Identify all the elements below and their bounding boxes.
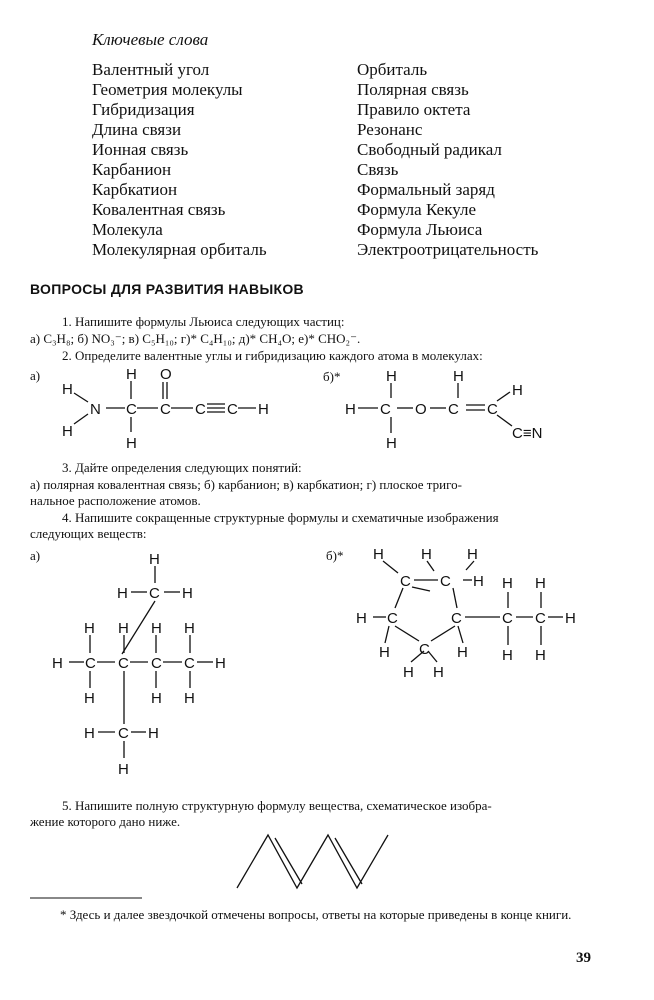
atom: N (90, 401, 101, 418)
atom: H (386, 435, 397, 452)
atom: H (118, 620, 129, 637)
question-2-text: 2. Определите валентные углы и гибридизацию каждого атома в молекулах: (62, 348, 483, 363)
atom: H (151, 690, 162, 707)
atom: C (419, 641, 430, 658)
atom: H (356, 610, 367, 627)
atom: H (84, 690, 95, 707)
atom: H (403, 664, 414, 681)
atom: H (149, 551, 160, 568)
keyword-item: Свободный радикал (357, 140, 502, 159)
question-1-text: 1. Напишите формулы Льюиса следующих частиц: (62, 314, 345, 329)
atom: H (473, 573, 484, 590)
keyword-item: Карбкатион (92, 180, 178, 199)
keyword-item: Длина связи (92, 120, 182, 139)
keyword-item: Гибридизация (92, 100, 195, 119)
atom: C (451, 610, 462, 627)
question-1-options: а) C₃H₈; б) NO₃⁻; в) C₅H₁₀; г)* C₄H₁₀; д)* CH₄O; е)* CHO₂⁻. (30, 331, 361, 346)
atom: H (373, 546, 384, 563)
atom: H (126, 435, 137, 452)
atom: H (151, 620, 162, 637)
atom: H (386, 368, 397, 385)
keywords-title: Ключевые слова (92, 30, 209, 49)
atom: H (467, 546, 478, 563)
atom: H (184, 620, 195, 637)
keyword-item: Молекула (92, 220, 163, 239)
question-4-line1: 4. Напишите сокращенные структурные формулы и схематичные изображения (62, 510, 499, 525)
question-4-label-b: б)* (326, 548, 344, 563)
atom: H (512, 382, 523, 399)
atom: C (160, 401, 171, 418)
atom: H (535, 647, 546, 664)
atom: C (118, 655, 129, 672)
atom: O (160, 366, 172, 383)
keyword-item: Орбиталь (357, 60, 428, 79)
keyword-item: Формула Кекуле (357, 200, 476, 219)
keyword-item: Правило октета (357, 100, 471, 119)
atom: H (565, 610, 576, 627)
atom: O (415, 401, 427, 418)
atom: C (195, 401, 206, 418)
atom: H (453, 368, 464, 385)
atom: H (345, 401, 356, 418)
atom: C (535, 610, 546, 627)
question-5-line1: 5. Напишите полную структурную формулу вещества, схематическое изобра- (62, 798, 492, 813)
atom: C (85, 655, 96, 672)
atom: H (502, 575, 513, 592)
atom: C≡N (512, 425, 543, 442)
page-number: 39 (576, 950, 591, 966)
atom: C (400, 573, 411, 590)
atom: C (149, 585, 160, 602)
atom: H (379, 644, 390, 661)
question-3-line1: а) полярная ковалентная связь; б) карбанион; в) карбкатион; г) плоское триго- (30, 477, 462, 492)
atom: C (387, 610, 398, 627)
atom: C (502, 610, 513, 627)
atom: H (182, 585, 193, 602)
keyword-item: Формула Льюиса (357, 220, 483, 239)
keyword-item: Геометрия молекулы (92, 80, 243, 99)
keyword-item: Резонанс (357, 120, 423, 139)
atom: H (52, 655, 63, 672)
atom: C (126, 401, 137, 418)
question-3-line2: нальное расположение атомов. (30, 493, 201, 508)
atom: C (380, 401, 391, 418)
question-5-line2: жение которого дано ниже. (30, 814, 181, 829)
atom: H (148, 725, 159, 742)
atom: H (433, 664, 444, 681)
atom: H (502, 647, 513, 664)
atom: C (184, 655, 195, 672)
atom: H (258, 401, 269, 418)
keyword-item: Полярная связь (357, 80, 469, 99)
atom: C (448, 401, 459, 418)
keyword-item: Карбанион (92, 160, 172, 179)
atom: H (421, 546, 432, 563)
atom: H (184, 690, 195, 707)
atom: H (117, 585, 128, 602)
atom: C (487, 401, 498, 418)
atom: H (62, 381, 73, 398)
keyword-item: Ионная связь (92, 140, 189, 159)
atom: H (215, 655, 226, 672)
atom: C (151, 655, 162, 672)
keyword-item: Электроотрицательность (357, 240, 539, 259)
atom: H (457, 644, 468, 661)
question-2-label-b: б)* (323, 369, 341, 384)
atom: H (118, 761, 129, 778)
atom: C (118, 725, 129, 742)
atom: H (535, 575, 546, 592)
footnote: * Здесь и далее звездочкой отмечены вопросы, ответы на которые приведены в конце книги. (60, 907, 572, 922)
keyword-item: Формальный заряд (357, 180, 495, 199)
question-3-text: 3. Дайте определения следующих понятий: (62, 460, 302, 475)
atom: H (62, 423, 73, 440)
keyword-item: Валентный угол (92, 60, 210, 79)
skeletal-formula-q5 (237, 835, 388, 888)
atom: H (84, 620, 95, 637)
question-4-line2: следующих веществ: (30, 526, 147, 541)
keyword-item: Ковалентная связь (92, 200, 226, 219)
atom: C (227, 401, 238, 418)
keyword-item: Связь (357, 160, 399, 179)
question-4-label-a: а) (30, 548, 41, 563)
atom: H (126, 366, 137, 383)
question-2-label-a: а) (30, 368, 41, 383)
section-title: ВОПРОСЫ ДЛЯ РАЗВИТИЯ НАВЫКОВ (30, 281, 304, 297)
atom: C (440, 573, 451, 590)
atom: H (84, 725, 95, 742)
keyword-item: Молекулярная орбиталь (92, 240, 267, 259)
